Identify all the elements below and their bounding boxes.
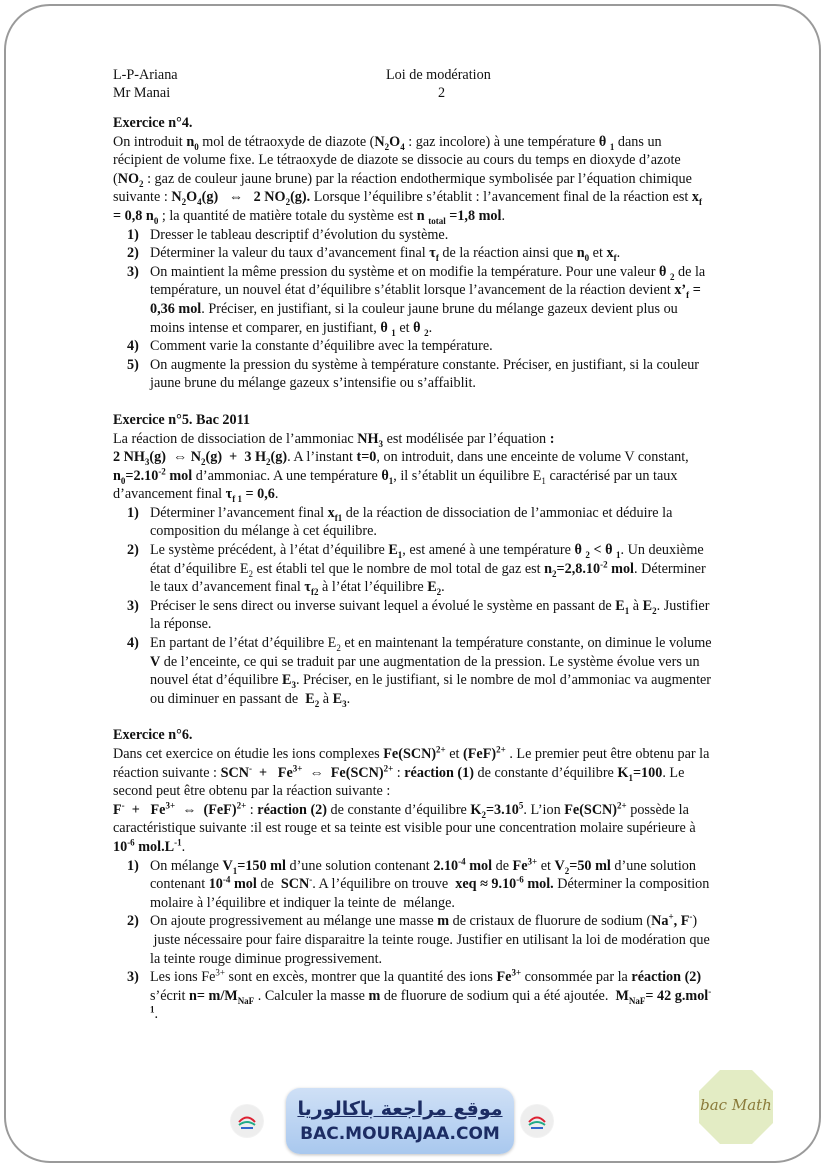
exercise-6	[113, 726, 713, 1024]
exercise-4-intro: On introduit $n_0$ mol de tétraoxyde de diazote ($N_2O_4$ : gaz incolore) à une température θ $_1$ dans un récipient de volume fixe. Le tétraoxyde de diazote se dissocie au cours du temps en dioxyde d’azote ($NO_2$ : gaz de couleur jaune brune) par la réaction endothermique symbolisée par l’équation chimique suivante : $N_2O_4(g)$ ⇔ 2 $NO_2(g)$. Lorsque l’équilibre s’établit : l’avancement final de la réaction est $x_f = 0,8$ $n_0$ ; la quantité de matière totale du système est n $_{total}$ =1,8 mol.	[113, 133, 702, 226]
question-item	[113, 263, 713, 337]
bac-math-stamp-icon	[697, 1068, 775, 1146]
question-item	[113, 968, 713, 1024]
question-number: 1)	[127, 504, 139, 521]
question-number: 4)	[127, 635, 139, 652]
site-logo-icon	[230, 1104, 264, 1138]
exercise-6-questions	[113, 857, 713, 1024]
teacher-name: Mr Manai	[113, 85, 171, 101]
site-url: BAC.MOURAJAA.COM	[300, 1124, 500, 1144]
question-text: On augmente la pression du système à température constante. Préciser, en justifiant, si la couleur jaune brune du mélange gazeux s’intensifie ou s’affaiblit.	[150, 356, 700, 392]
question-text: Comment varie la constante d’équilibre avec la température.	[150, 338, 493, 355]
question-number: 1)	[127, 226, 139, 243]
question-text: On maintient la même pression du système et on modifie la température. Pour une valeur θ $_2$ de la température, un nouvel état d’équilibre s’établit lorsque l’avancement de la réaction devient $x’_f = 0,36$ mol. Préciser, en justifiant, si la couleur jaune brune du mélange gazeux devient plus ou moins intense et comparer, en justifiant, θ $_1$ et θ $_2$.	[150, 263, 706, 338]
question-number: 2)	[127, 913, 139, 930]
question-number: 2)	[127, 542, 139, 559]
question-number: 3)	[127, 263, 139, 280]
question-text: Préciser le sens direct ou inverse suivant lequel a évolué le système en passant de $E_1$ à $E_2$. Justifier la réponse.	[150, 597, 710, 633]
page-number: 2	[438, 85, 446, 101]
exercise-5-title: Exercice n°5. Bac 2011	[113, 411, 251, 428]
question-text: On mélange $V_1=150$ ml d’une solution contenant $2.10^{-4}$ mol de $Fe^{3+}$ et $V_2=50$ ml d’une solution contenant $10^{-4}$ mol de SCN-. A l’équilibre on trouve xeq ≈ $9.10^{-6}$ mol. Déterminer la composition molaire à l’équilibre et indiquer la teinte de mélange.	[150, 855, 710, 911]
exercise-4	[113, 114, 713, 393]
question-number: 1)	[127, 857, 139, 874]
question-text: Déterminer l’avancement final $x_{f1}$ de la réaction de dissociation de l’ammoniac et déduire la composition du mélange à cet équilibre.	[150, 504, 673, 540]
site-name-arabic: موقع مراجعة باكالوريا	[297, 1098, 503, 1120]
question-number: 5)	[127, 356, 139, 373]
question-text: Dresser le tableau descriptif d’évolution du système.	[150, 226, 449, 243]
question-item	[113, 912, 713, 968]
question-item	[113, 857, 713, 913]
question-number: 4)	[127, 338, 139, 355]
exercise-6-title: Exercice n°6.	[113, 727, 193, 744]
stamp-text: bac Math	[700, 1096, 772, 1114]
question-text: Le système précédent, à l’état d’équilibre $E_1$, est amené à une température θ $_2$ < θ $_1$. Un deuxième état d’équilibre $E_2$ est établi tel que le nombre de mol total de gaz est $n_2=2,8.10^{-2}$ mol. Déterminer le taux d’avancement final $\tau_{f2}$ à l’état l’équilibre $E_2$.	[150, 542, 706, 598]
page-header	[113, 66, 713, 104]
question-item	[113, 597, 713, 634]
document-page	[113, 66, 713, 1024]
exercise-4-title: Exercice n°4.	[113, 115, 193, 131]
question-item	[113, 634, 713, 708]
question-text: Les ions $Fe^{3+}$ sont en excès, montrer que la quantité des ions $Fe^{3+}$ consommée par la réaction (2) s’écrit $n= m/M_{NaF}$ . Calculer la masse m de fluorure de sodium qui a été ajoutée. $M_{NaF}= 42$ g.mol$^{-1}$.	[150, 967, 712, 1023]
site-banner-link[interactable]	[286, 1088, 514, 1154]
school-name: L-P-Ariana	[113, 67, 178, 83]
site-logo-icon	[520, 1104, 554, 1138]
question-text: En partant de l’état d’équilibre $E_2$ et en maintenant la température constante, on diminue le volume V de l’enceinte, ce qui se traduit par une augmentation de la pression. Le système évolue vers un nouvel état d’équilibre $E_3$. Préciser, en le justifiant, si le nombre de mol d’ammoniac va augmenter ou diminuer en passant de $E_2$ à $E_3$.	[150, 635, 712, 709]
exercise-5	[113, 411, 713, 709]
question-number: 2)	[127, 245, 139, 262]
question-item	[113, 244, 713, 263]
document-title: Loi de modération	[386, 67, 491, 83]
question-item	[113, 226, 713, 245]
question-number: 3)	[127, 969, 139, 986]
exercise-5-questions	[113, 504, 713, 709]
exercise-6-intro: Dans cet exercice on étudie les ions complexes Fe(SCN)$^{2+}$ et (FeF)$^{2+}$ . Le premier peut être obtenu par la réaction suivante : $SCN^- + Fe^{3+}$ ⇔ Fe(SCN)$^{2+}$ : réaction (1) de constante d’équilibre $K_1=100$. Le second peut être obtenu par la réaction suivante : $F^- + Fe^{3+}$ ⇔ (FeF)$^{2+}$ : réaction (2) de constante d’équilibre $K_2=3.10^5$. L’ion Fe(SCN)$^{2+}$ possède la caractéristique suivante :il est rouge et sa teinte est visible pour une concentration molaire supérieure à $10^{-6}$ $mol.L^{-1}$.	[113, 744, 710, 855]
question-item	[113, 504, 713, 541]
question-text: On ajoute progressivement au mélange une masse m de cristaux de fluorure de sodium (Na+, F-) juste nécessaire pour faire disparaitre la teinte rouge. Justifier en utilisant la loi de modération que la teinte rouge diminue progressivement.	[150, 911, 710, 967]
question-item	[113, 337, 713, 356]
exercise-5-intro: La réaction de dissociation de l’ammoniac $NH_3$ est modélisée par l’équation : 2 $NH_3(g)$ ⇔ $N_2(g) + 3$ $H_2(g)$. A l’instant t=0, on introduit, dans une enceinte de volume V constant, $n_0=2.10^{-2}$ mol d’ammoniac. A une température $\theta_1$, il s’établit un équilibre $E_1$ caractérisé par un taux d’avancement final $\tau_{f 1} = 0,6$.	[113, 430, 689, 505]
exercise-4-questions	[113, 226, 713, 393]
question-item	[113, 541, 713, 597]
question-text: Déterminer la valeur du taux d’avancement final $\tau_f$ de la réaction ainsi que $n_0$ et $x_f$.	[150, 245, 621, 263]
question-item	[113, 356, 713, 393]
question-number: 3)	[127, 597, 139, 614]
